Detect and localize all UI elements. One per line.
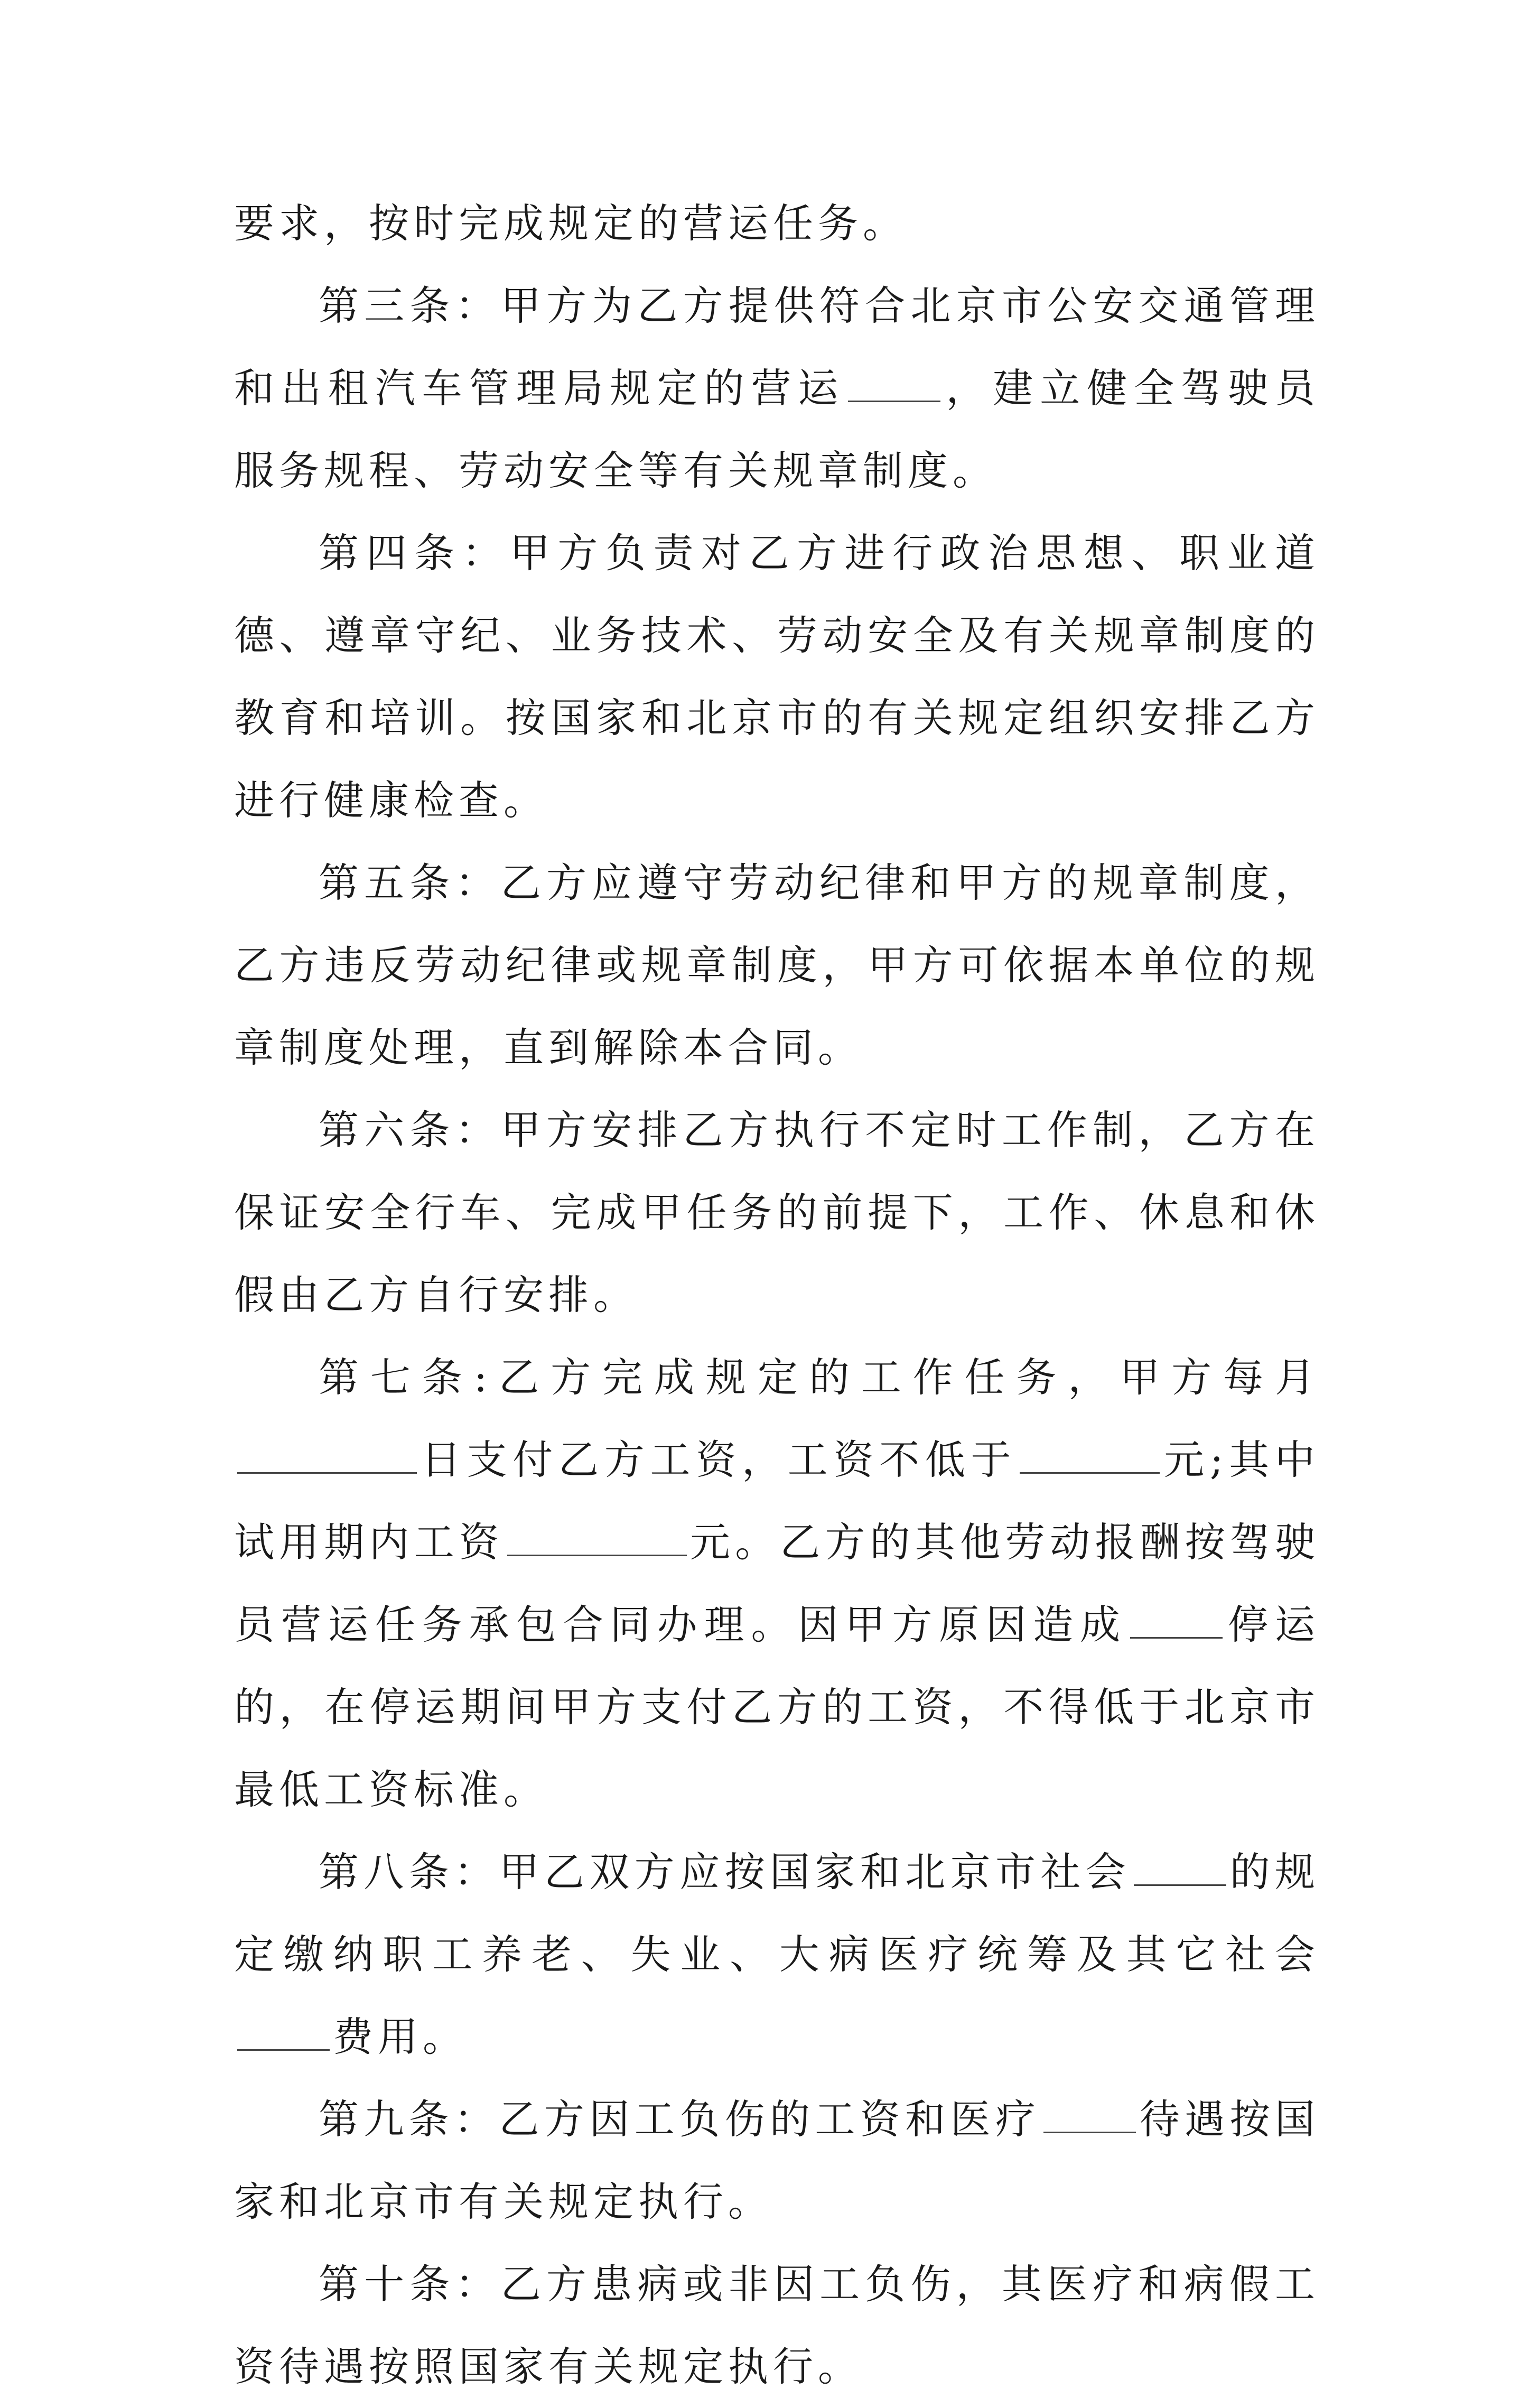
paragraph-text: 第三条：甲方为乙方提供符合北京市公安交通管理和出租汽车管理局规定的营运 [234, 282, 1320, 412]
paragraph-text: 第八条：甲乙双方应按国家和北京市社会 [319, 1848, 1131, 1895]
article-7 [234, 1336, 1320, 1831]
fill-blank[interactable] [507, 1518, 687, 1556]
article-5 [234, 842, 1320, 1089]
paragraph-text: 元。乙方的其他劳动报酬按驾驶员营运任务承包合同办理。因甲方原因造成 [234, 1519, 1320, 1648]
paragraph-text: 第六条：甲方安排乙方执行不定时工作制，乙方在保证安全行车、完成甲任务的前提下，工作、休息和休假由乙方自行安排。 [234, 1107, 1320, 1318]
article-3 [234, 265, 1320, 512]
paragraph-text: ，建立健全驾驶员服务规程、劳动安全等有关规章制度。 [234, 365, 1320, 494]
paragraph-text: 第九条：乙方因工负伤的工资和医疗 [319, 2096, 1041, 2143]
paragraph-text: 元;其中试用期内工资 [234, 1436, 1320, 1566]
fill-blank[interactable] [237, 1435, 417, 1474]
article-6 [234, 1089, 1320, 1336]
article-10 [234, 2243, 1320, 2408]
paragraph-text: 费用。 [333, 2013, 468, 2060]
paragraph-text: 停运的，在停运期间甲方支付乙方的工资，不得低于北京市最低工资标准。 [234, 1601, 1320, 1813]
fill-blank[interactable] [1134, 1847, 1226, 1886]
paragraph-text: 的规定缴纳职工养老、失业、大病医疗统筹及其它社会 [234, 1848, 1320, 1978]
article-4 [234, 512, 1320, 842]
paragraph-text: 第七条:乙方完成规定的工作任务，甲方每月 [319, 1354, 1320, 1401]
article-8 [234, 1831, 1320, 2078]
paragraph-text: 第十条：乙方患病或非因工负伤，其医疗和病假工资待遇按照国家有关规定执行。 [234, 2261, 1320, 2390]
paragraph-text: 待遇按国家和北京市有关规定执行。 [234, 2096, 1320, 2225]
fill-blank[interactable] [1020, 1435, 1160, 1474]
fill-blank[interactable] [1130, 1600, 1223, 1639]
fill-blank[interactable] [848, 364, 940, 402]
paragraph-text: 要求，按时完成规定的营运任务。 [234, 200, 908, 247]
document-body [234, 182, 1320, 2408]
paragraph-text: 第四条：甲方负责对乙方进行政治思想、职业道德、遵章守纪、业务技术、劳动安全及有关规章制度的教育和培训。按国家和北京市的有关规定组织安排乙方进行健康检查。 [234, 529, 1320, 824]
paragraph-text: 日支付乙方工资，工资不低于 [420, 1436, 1017, 1483]
fill-blank[interactable] [237, 2012, 330, 2051]
paragraph-text: 第五条：乙方应遵守劳动纪律和甲方的规章制度，乙方违反劳动纪律或规章制度，甲方可依据本单位的规章制度处理，直到解除本合同。 [234, 859, 1320, 1071]
fill-blank[interactable] [1043, 2095, 1136, 2133]
article-9 [234, 2078, 1320, 2243]
paragraph-continuation [234, 182, 1320, 265]
